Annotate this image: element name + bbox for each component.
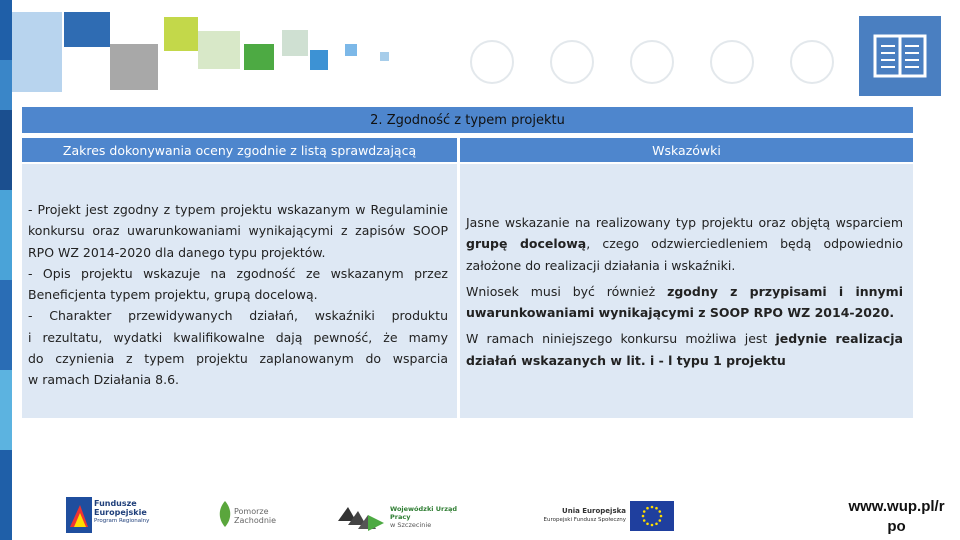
pomorze-leaf-icon [216,499,234,529]
scope-line: konkursu oraz uwarunkowaniami wynikającymi z zapisów SOOP [28,223,448,239]
scope-line: - Projekt jest zgodny z typem projektu wskazanym w Regulaminie [28,202,448,217]
fe-text: Fundusze [94,499,137,508]
scope-line: do czynienia z typem projektu zaplanowanym do wsparcia [28,351,448,367]
scope-text [28,199,448,391]
open-book-icon [859,16,941,96]
column-header-scope: Zakres dokonywania oceny zgodnie z listą sprawdzającą [22,138,457,162]
background-icons [470,40,840,100]
ue-text: Unia Europejska [562,507,626,515]
scope-line: RPO WZ 2014-2020 dla danego typu projektów. [28,244,326,260]
scope-line: - Charakter przewidywanych działań, wskaźniki produktu [28,308,448,324]
hint-text: Jasne wskazanie na realizowany typ projektu oraz objętą wsparciem [466,215,903,230]
scope-line: Beneficjenta typem projektu, grupą docelową. [28,287,318,303]
book-icon-box [859,16,941,96]
logo-unia-europejska [540,495,680,535]
hint-paragraph-1 [466,212,903,276]
fe-text: Europejskie [94,508,147,517]
hint-text: W ramach niniejszego konkursu możliwa jest [466,331,768,347]
hint-text: , czego odzwierciedleniem będą odpowiednio [586,236,903,252]
wup-mark-icon [338,501,384,531]
column-header-hints: Wskazówki [460,138,913,162]
hint-text-bold: grupę docelową [466,236,587,252]
logo-wup-szczecin [338,495,478,535]
hint-paragraph-3 [466,328,903,371]
ue-text: Europejski Fundusz Społeczny [543,517,626,523]
logo-pomorze-zachodnie [216,495,296,535]
scope-line: w ramach Działania 8.6. [28,372,180,388]
hint-text-bold: jedynie realizacja działań wskazanych w lit. i - l typu 1 projektu [466,331,903,368]
hint-paragraph-2 [466,281,903,324]
eu-flag-icon [630,501,674,531]
url-line: po [887,518,906,535]
fe-text: Program Regionalny [94,518,150,524]
leaf-icon [630,40,674,84]
sprout-icon [550,40,594,84]
idea-icon [470,40,514,84]
scope-line: - Opis projektu wskazuje na zgodność ze wskazanym przez [28,265,448,281]
pomorze-text: Pomorze [234,507,269,516]
hint-text: Wniosek musi być również [466,283,656,299]
table-title: 2. Zgodność z typem projektu [22,107,913,133]
url-line: www.wup.pl/r [848,498,945,515]
scope-line: i rezultatu, wydatki kwalifikowalne dają pewność, że mamy [28,329,448,345]
logo-fundusze-europejskie [66,495,156,535]
fe-mark-icon [66,497,92,533]
hint-text-bold: zgodny z przypisami i innymi uwarunkowaniami wynikającymi z SOOP RPO WZ 2014-2020. [466,283,903,321]
windmill-icon [710,40,754,84]
hint-text: założone do realizacji działania i wskaźniki. [466,257,736,273]
wup-text: Wojewódzki Urząd Pracy [390,505,458,521]
pomorze-text: Zachodnie [234,516,277,525]
hints-text [466,212,903,376]
wup-text: w Szczecinie [390,521,432,529]
website-url[interactable] [833,493,960,540]
tram-icon [790,40,834,84]
